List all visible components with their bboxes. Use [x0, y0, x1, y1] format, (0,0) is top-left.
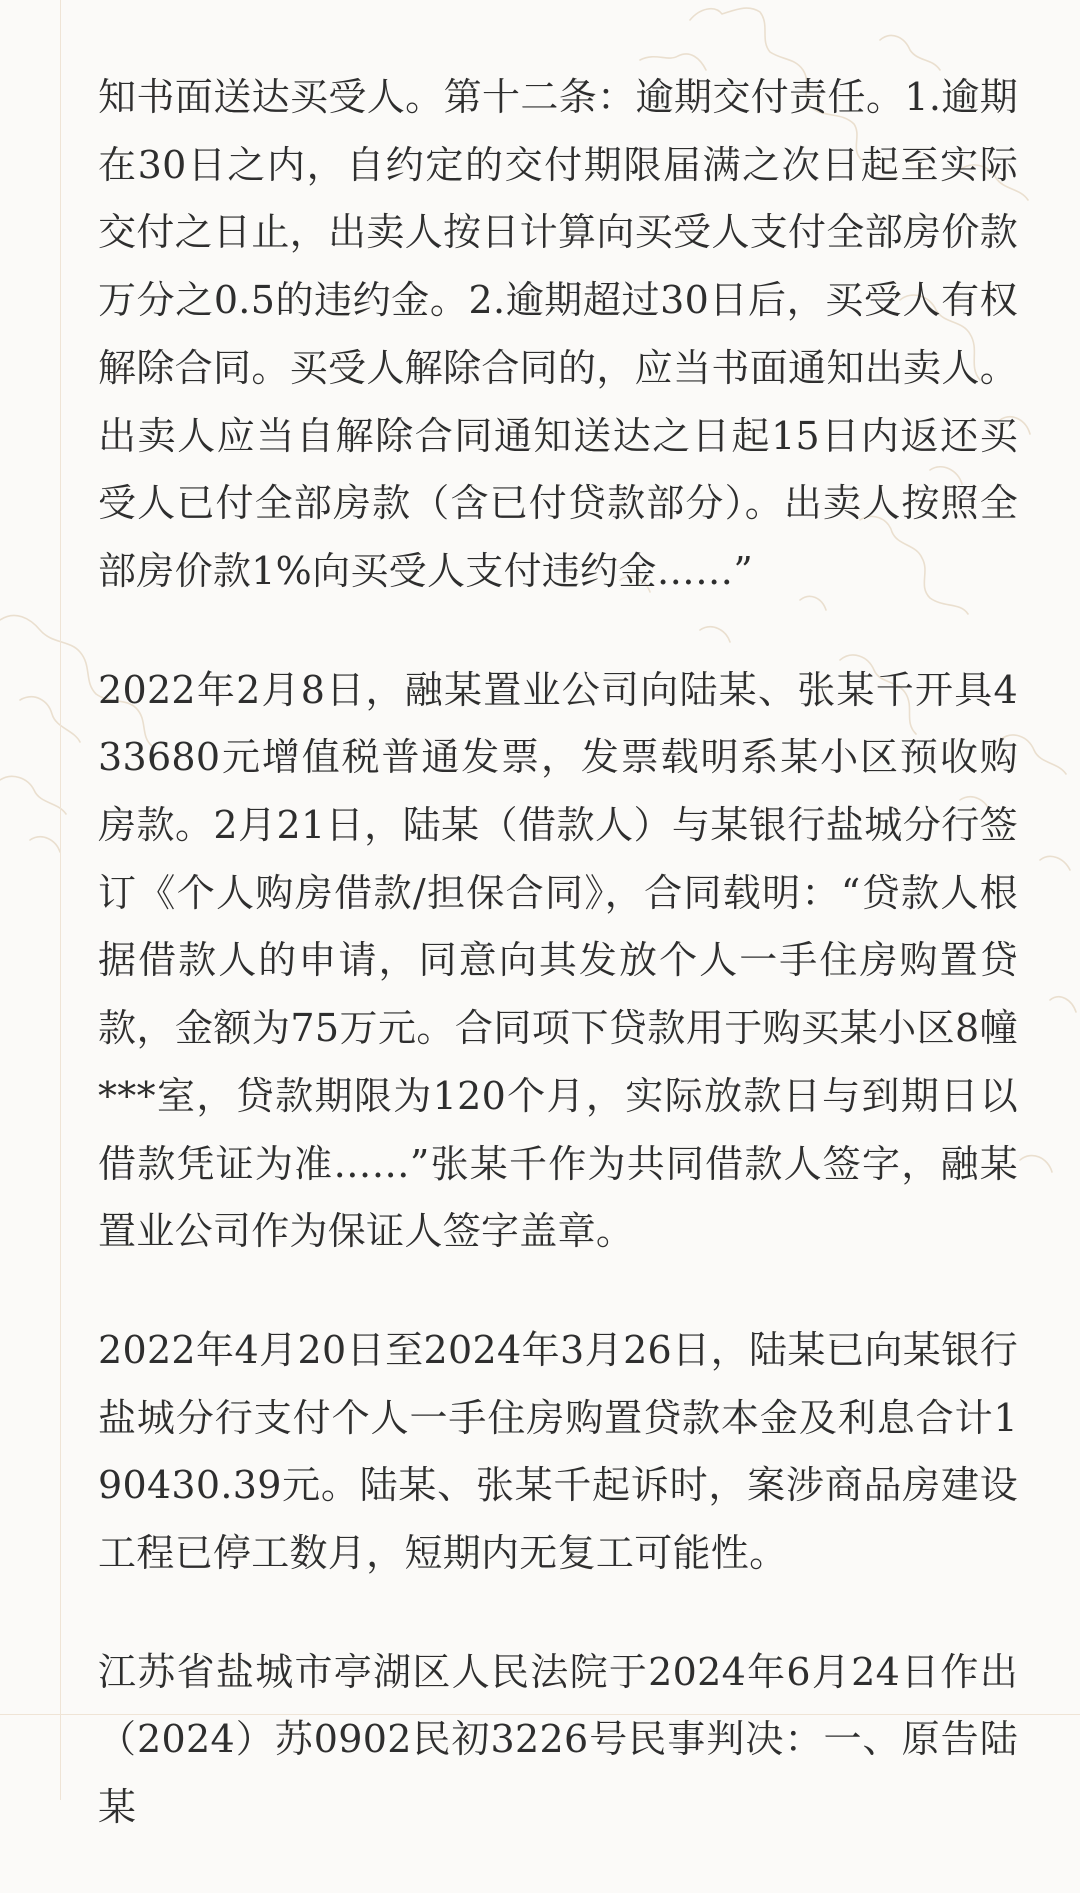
paragraph-court-judgment: 江苏省盐城市亭湖区人民法院于2024年6月24日作出（2024）苏0902民初3226号民事判决：一、原告陆某 — [98, 1649, 1018, 1830]
left-margin-line — [60, 0, 61, 1800]
article-body — [98, 64, 1018, 1893]
paragraph-repayment: 2022年4月20日至2024年3月26日，陆某已向某银行盐城分行支付个人一手住房购置贷款本金及利息合计190430.39元。陆某、张某千起诉时，案涉商品房建设工程已停工数月，短期内无复工可能性。 — [98, 1327, 1018, 1576]
paragraph-contract-clause: 知书面送达买受人。第十二条：逾期交付责任。1.逾期在30日之内，自约定的交付期限届满之次日起至实际交付之日止，出卖人按日计算向买受人支付全部房价款万分之0.5的违约金。2.逾期超过30日后，买受人有权解除合同。买受人解除合同的，应当书面通知出卖人。出卖人应当自解除合同通知送达之日起15日内返还买受人已付全部房款（含已付贷款部分）。出卖人按照全部房价款1%向买受人支付违约金……” — [98, 75, 1018, 593]
paragraph-loan-contract: 2022年2月8日，融某置业公司向陆某、张某千开具433680元增值税普通发票，发票载明系某小区预收购房款。2月21日，陆某（借款人）与某银行盐城分行签订《个人购房借款/担保合同》，合同载明：“贷款人根据借款人的申请，同意向其发放个人一手住房购置贷款，金额为75万元。合同项下贷款用于购买某小区8幢***室，贷款期限为120个月，实际放款日与到期日以借款凭证为准……”张某千作为共同借款人签字，融某置业公司作为保证人签字盖章。 — [98, 667, 1018, 1254]
